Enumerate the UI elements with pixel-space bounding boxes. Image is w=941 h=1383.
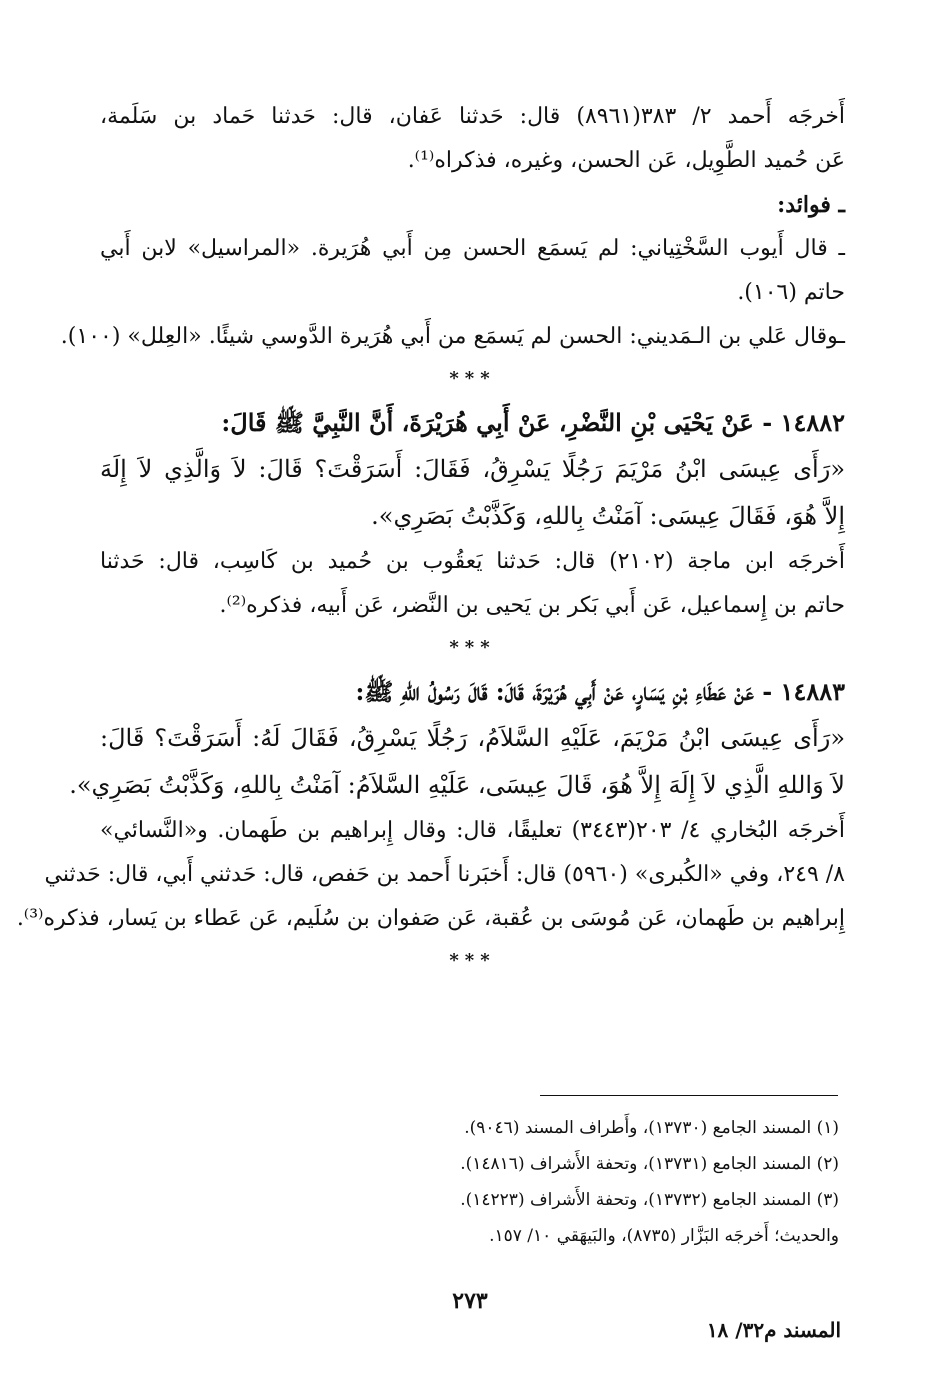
separator-stars: *** <box>449 637 496 658</box>
footnote: والحديث؛ أَخرجَه البَزَّار (٨٧٣٥)، والبَيهَقي ١٠/ ١٥٧. <box>489 1226 839 1246</box>
text-line: أَخرجَه البُخاري ٤/ ٢٠٣(٣٤٤٣) تعليقًا، قال: وقال إِبراهيم بن طَهمان. و«النَّسائي» <box>100 818 845 843</box>
hadith-heading: ١٤٨٨٣ - عَنْ عَطَاءِ بْنِ يَسَارٍ، عَنْ أَبِي هُرَيْرَةَ، قَالَ: قَالَ رَسُولُ اللهِ ﷺ: <box>355 677 845 706</box>
section-heading: ـ فوائد: <box>777 192 845 218</box>
footnote: (٣) المسند الجامع (١٣٧٣٢)، وتحفة الأَشراف (١٤٢٢٣). <box>460 1190 839 1210</box>
page-number: ٢٧٣ <box>452 1288 488 1314</box>
text-line: إِبراهيم بن طَهمان، عَن مُوسَى بن عُقبة، عَن صَفوان بن سُلَيم، عَن عَطاء بن يَسار، فذكره⁽³⁾. <box>16 906 845 931</box>
text-line: ٨/ ٢٤٩، وفي «الكُبرى» (٥٩٦٠) قال: أَخبَرنا أَحمد بن حَفص، قال: حَدثني أَبي، قال: حَدثني <box>44 862 845 887</box>
separator-stars: *** <box>449 368 496 389</box>
footnotes <box>279 1110 839 1254</box>
hadith-text: إِلاَّ هُوَ، فَقَالَ عِيسَى: آمَنْتُ بِاللهِ، وَكَذَّبْتُ بَصَرِي». <box>371 502 845 530</box>
main-text <box>16 95 846 981</box>
text-line: أَخرجَه أَحمد ٢/ ٣٨٣(٨٩٦١) قال: حَدثنا عَفان، قال: حَدثنا حَماد بن سَلَمة، <box>100 104 845 129</box>
separator-stars: *** <box>449 950 496 971</box>
text-line: ـ قال أَيوب السَّخْتِياني: لم يَسمَع الحسن مِن أَبي هُرَيرة. «المراسيل» لابن أَبي <box>100 236 845 261</box>
footnote: (٢) المسند الجامع (١٣٧٣١)، وتحفة الأَشراف (١٤٨١٦). <box>460 1154 839 1174</box>
hadith-text: «رَأَى عِيسَى ابْنُ مَرْيَمَ رَجُلًا يَسْرِقُ، فَقَالَ: أَسَرَقْتَ؟ قَالَ: لاَ وَالَّذِي لاَ إِلَهَ <box>100 455 845 483</box>
text-line: عَن حُميد الطَّوِيل، عَن الحسن، وغيره، فذكراه⁽¹⁾. <box>407 148 845 173</box>
hadith-text: لاَ وَاللهِ الَّذِي لاَ إِلَهَ إِلاَّ هُوَ، قَالَ عِيسَى، عَلَيْهِ السَّلاَمُ: آمَنْتُ بِاللهِ، وَكَذَّبْتُ بَصَرِي». <box>69 771 845 799</box>
text-line: حاتم بن إِسماعيل، عَن أَبي بَكر بن يَحيى بن النَّضر، عَن أَبيه، فذكره⁽²⁾. <box>219 593 845 618</box>
footnote-divider <box>540 1095 838 1096</box>
text-line: ـوقال عَلي بن الـمَديني: الحسن لم يَسمَع من أَبي هُرَيرة الدَّوسي شيئًا. «العِلل» (١٠٠). <box>60 324 845 349</box>
footnote: (١) المسند الجامع (١٣٧٣٠)، وأَطراف المسند (٩٠٤٦). <box>464 1118 839 1138</box>
volume-signature: المسند م٣٢/ ١٨ <box>706 1318 841 1342</box>
hadith-heading: ١٤٨٨٢ - عَنْ يَحْيَى بْنِ النَّضْرِ، عَنْ أَبِي هُرَيْرَةَ، أَنَّ النَّبِيَّ ﷺ قَالَ: <box>221 408 845 437</box>
hadith-text: «رَأَى عِيسَى ابْنُ مَرْيَمَ، عَلَيْهِ السَّلاَمُ، رَجُلًا يَسْرِقُ، فَقَالَ لَهُ: أَسَرَقْتَ؟ قَالَ: <box>100 724 845 752</box>
text-line: أَخرجَه ابن ماجة (٢١٠٢) قال: حَدثنا يَعقُوب بن حُميد بن كَاسِب، قال: حَدثنا <box>100 549 846 574</box>
text-line: حاتم (١٠٦). <box>737 280 845 305</box>
